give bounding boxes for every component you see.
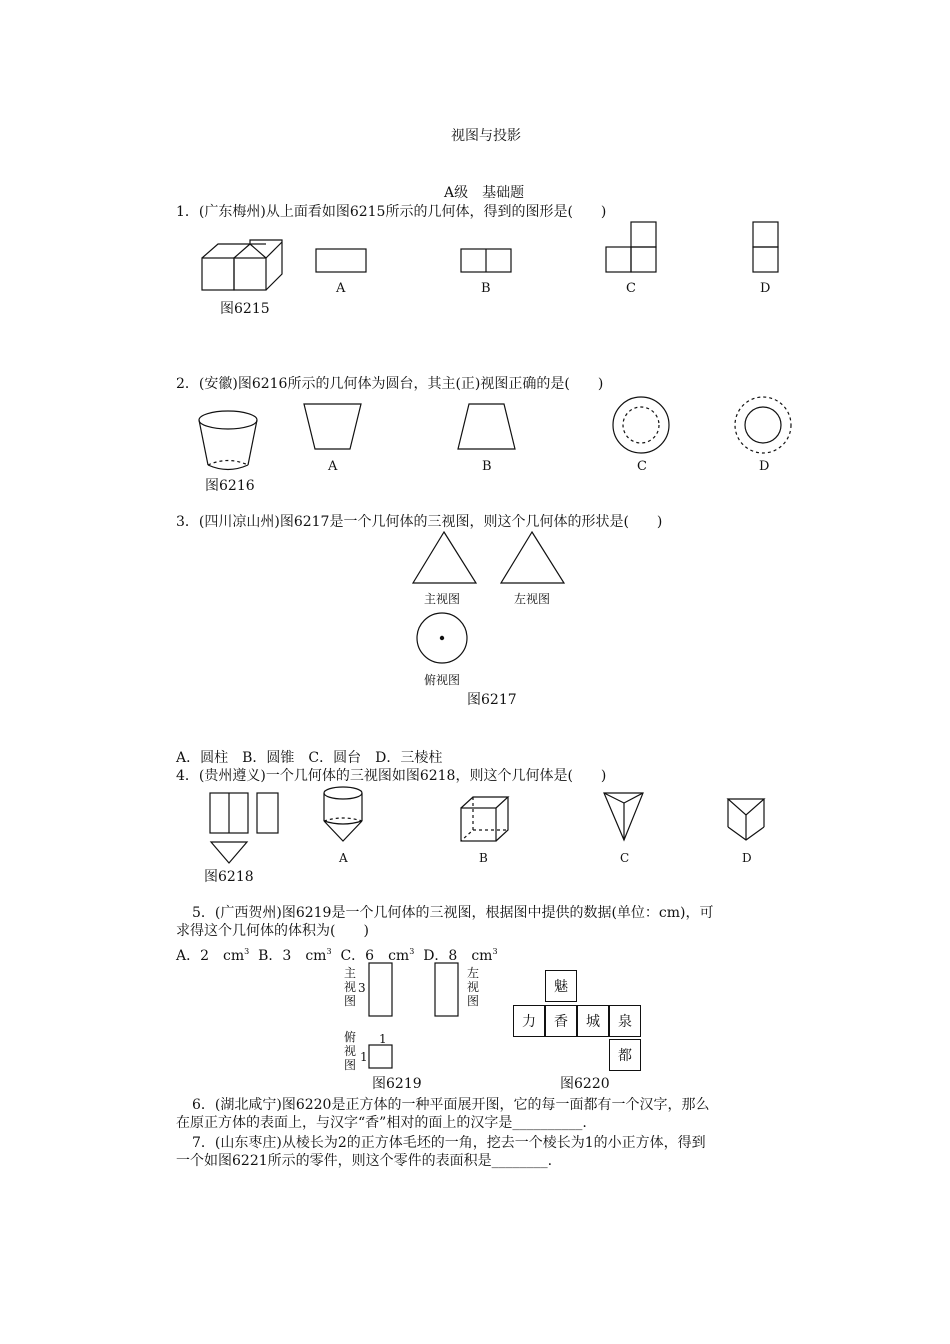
q4-option-b-shape <box>460 796 510 844</box>
net-cell-du: 都 <box>609 1039 641 1071</box>
net-cell-quan: 泉 <box>609 1005 641 1037</box>
q1-option-c-label: C <box>626 281 636 296</box>
left-view-rect <box>434 962 460 1018</box>
q2-option-d-shape <box>734 396 794 456</box>
fig-6217-caption: 图6217 <box>467 692 517 708</box>
q3-top-view-circle <box>416 612 470 666</box>
q4-option-a-label: A <box>339 851 348 865</box>
fig-6215-blocks <box>200 240 290 292</box>
q3-front-view-label: 主视图 <box>424 592 461 606</box>
q1-option-b-shape <box>460 248 512 274</box>
q1-option-a-shape <box>315 248 367 274</box>
q1-option-c-shape <box>605 221 659 273</box>
front-view-rect <box>368 962 394 1018</box>
net-cell-xiang: 香 <box>545 1005 577 1037</box>
fig-6220-caption: 图6220 <box>560 1076 610 1092</box>
choice-a-exponent: 3 <box>244 947 250 956</box>
choice-b: B．3 cm <box>258 948 327 964</box>
choice-d: D．8 cm <box>423 948 493 964</box>
q3-front-view-triangle <box>412 530 478 586</box>
question-5-text-line1: 5．(广西贺州)图6219是一个几何体的三视图，根据图中提供的数据(单位：cm)，可 <box>192 905 714 921</box>
fig-6216-caption: 图6216 <box>205 478 255 494</box>
q2-option-c-shape <box>612 396 672 456</box>
q2-option-a-label: A <box>328 459 338 474</box>
q1-option-d-shape <box>752 221 780 273</box>
front-view-vertical-label: 主 视 图 <box>343 966 356 1008</box>
q3-left-view-label: 左视图 <box>514 592 551 606</box>
q2-option-d-label: D <box>759 459 770 474</box>
q1-option-d-label: D <box>760 281 771 296</box>
q4-option-c-shape <box>603 791 645 843</box>
net-cell-mei: 魅 <box>545 970 577 1002</box>
q1-option-b-label: B <box>481 281 491 296</box>
section-heading: A级 基础题 <box>444 185 525 201</box>
fig-6219-caption: 图6219 <box>372 1076 422 1092</box>
fig-6215-caption: 图6215 <box>220 301 270 317</box>
q3-top-view-label: 俯视图 <box>424 673 461 687</box>
choice-c: C．6 cm <box>340 948 410 964</box>
q1-option-a-label: A <box>336 281 346 296</box>
q2-option-c-label: C <box>637 459 647 474</box>
q4-option-b-label: B <box>479 851 488 865</box>
q4-option-c-label: C <box>620 851 630 865</box>
top-view-dimension-left: 1 <box>360 1050 368 1064</box>
question-1-text: 1．(广东梅州)从上面看如图6215所示的几何体，得到的图形是( ) <box>176 204 607 220</box>
question-3-text: 3．(四川凉山州)图6217是一个几何体的三视图，则这个几何体的形状是( ) <box>176 514 663 530</box>
question-3-choices: A．圆柱 B．圆锥 C．圆台 D．三棱柱 <box>176 750 443 766</box>
question-2-text: 2．(安徽)图6216所示的几何体为圆台，其主(正)视图正确的是( ) <box>176 376 604 392</box>
top-view-square <box>368 1044 394 1070</box>
page-title: 视图与投影 <box>451 128 521 144</box>
left-view-vertical-label: 左 视 图 <box>466 966 479 1008</box>
choice-c-exponent: 3 <box>409 947 415 956</box>
q4-option-d-label: D <box>742 851 752 865</box>
q2-option-a-shape <box>302 402 364 452</box>
question-7-text-line1: 7．(山东枣庄)从棱长为2的正方体毛坯的一角，挖去一个棱长为1的小正方体，得到 <box>192 1135 706 1151</box>
top-view-dimension-top: 1 <box>379 1032 387 1046</box>
fig-6218-three-views <box>209 791 281 865</box>
fig-6216-frustum <box>198 410 260 472</box>
question-7-text-line2: 一个如图6221所示的零件，则这个零件的表面积是________. <box>176 1153 553 1169</box>
question-6-text-line2: 在原正方体的表面上，与汉字“香”相对的面上的汉字是__________. <box>176 1115 587 1131</box>
choice-b-exponent: 3 <box>326 947 332 956</box>
q4-option-d-shape <box>727 797 767 843</box>
choice-a: A．2 cm <box>176 948 245 964</box>
question-6-text-line1: 6．(湖北咸宁)图6220是正方体的一种平面展开图，它的每一面都有一个汉字，那么 <box>192 1097 710 1113</box>
top-view-vertical-label: 俯 视 图 <box>343 1030 356 1072</box>
question-5-text-line2: 求得这个几何体的体积为( ) <box>176 923 369 939</box>
q2-option-b-label: B <box>482 459 492 474</box>
question-4-text: 4．(贵州遵义)一个几何体的三视图如图6218，则这个几何体是( ) <box>176 768 607 784</box>
q2-option-b-shape <box>456 402 518 452</box>
net-cell-li: 力 <box>513 1005 545 1037</box>
q4-option-a-shape <box>322 785 366 847</box>
fig-6218-caption: 图6218 <box>204 869 254 885</box>
net-cell-cheng: 城 <box>577 1005 609 1037</box>
q3-left-view-triangle <box>500 530 566 586</box>
front-view-dimension-3: 3 <box>358 981 366 995</box>
choice-d-exponent: 3 <box>492 947 498 956</box>
